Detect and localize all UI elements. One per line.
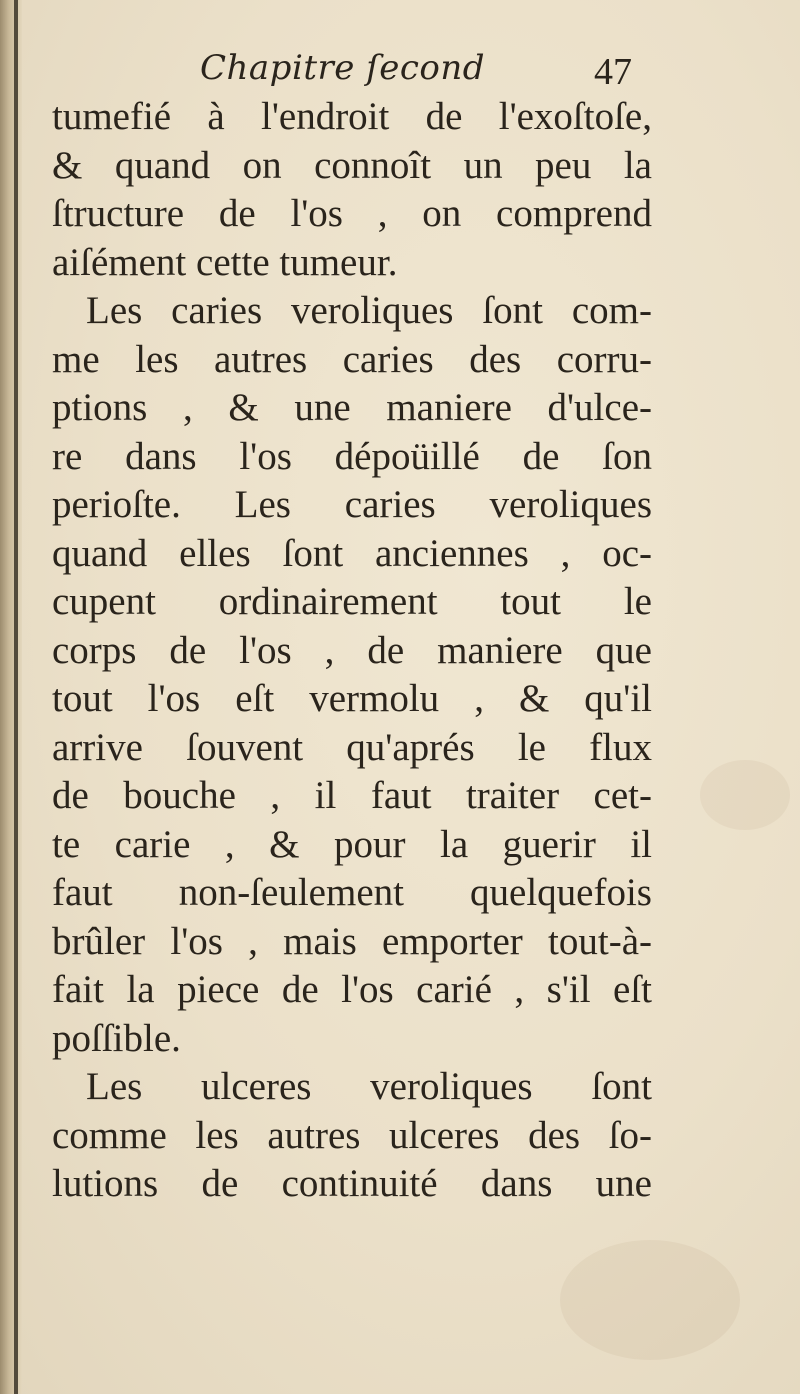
text-line: corps de l'os , de maniere que	[52, 628, 652, 672]
text-line: lutions de continuité dans une	[52, 1162, 652, 1205]
text-line: faut non-ſeulement quelquefois	[52, 871, 652, 914]
text-line: tout l'os eſt vermolu , & qu'il	[52, 677, 652, 720]
text-line: re dans l'os dépoüillé de ſon	[52, 434, 652, 478]
text-line: poſſible.	[52, 1016, 181, 1060]
text-line: me les autres caries des corru-	[52, 337, 652, 381]
paper-stain	[560, 1240, 740, 1360]
text-line: perioſte. Les caries veroliques	[52, 483, 652, 526]
text-line: aiſément cette tumeur.	[52, 240, 398, 284]
text-line: arrive ſouvent qu'aprés le flux	[52, 725, 652, 769]
text-line: quand elles ſont anciennes , oc-	[52, 531, 652, 575]
text-line: & quand on connoît un peu la	[52, 143, 652, 187]
body-text	[52, 93, 652, 1209]
text-line: de bouche , il faut traiter cet-	[52, 774, 652, 817]
page-number: 47	[594, 51, 632, 93]
text-line: comme les autres ulceres des ſo-	[52, 1113, 652, 1157]
binding-edge	[0, 0, 22, 1394]
page-header	[0, 40, 800, 100]
paragraph-start-line: Les ulceres veroliques ſont	[86, 1065, 652, 1108]
running-title: Chapitre ſecond	[200, 48, 486, 88]
paragraph-start-line: Les caries veroliques ſont com-	[86, 289, 652, 332]
text-line: cupent ordinairement tout le	[52, 580, 652, 623]
text-line: ptions , & une maniere d'ulce-	[52, 386, 652, 429]
paper-stain	[700, 760, 790, 830]
binding-shadow-line	[14, 0, 18, 1394]
text-line: fait la piece de l'os carié , s'il eſt	[52, 968, 652, 1011]
text-line: tumefié à l'endroit de l'exoſtoſe,	[52, 95, 652, 138]
text-line: ſtructure de l'os , on comprend	[52, 192, 652, 235]
text-line: brûler l'os , mais emporter tout-à-	[52, 919, 652, 963]
text-line: te carie , & pour la guerir il	[52, 822, 652, 866]
